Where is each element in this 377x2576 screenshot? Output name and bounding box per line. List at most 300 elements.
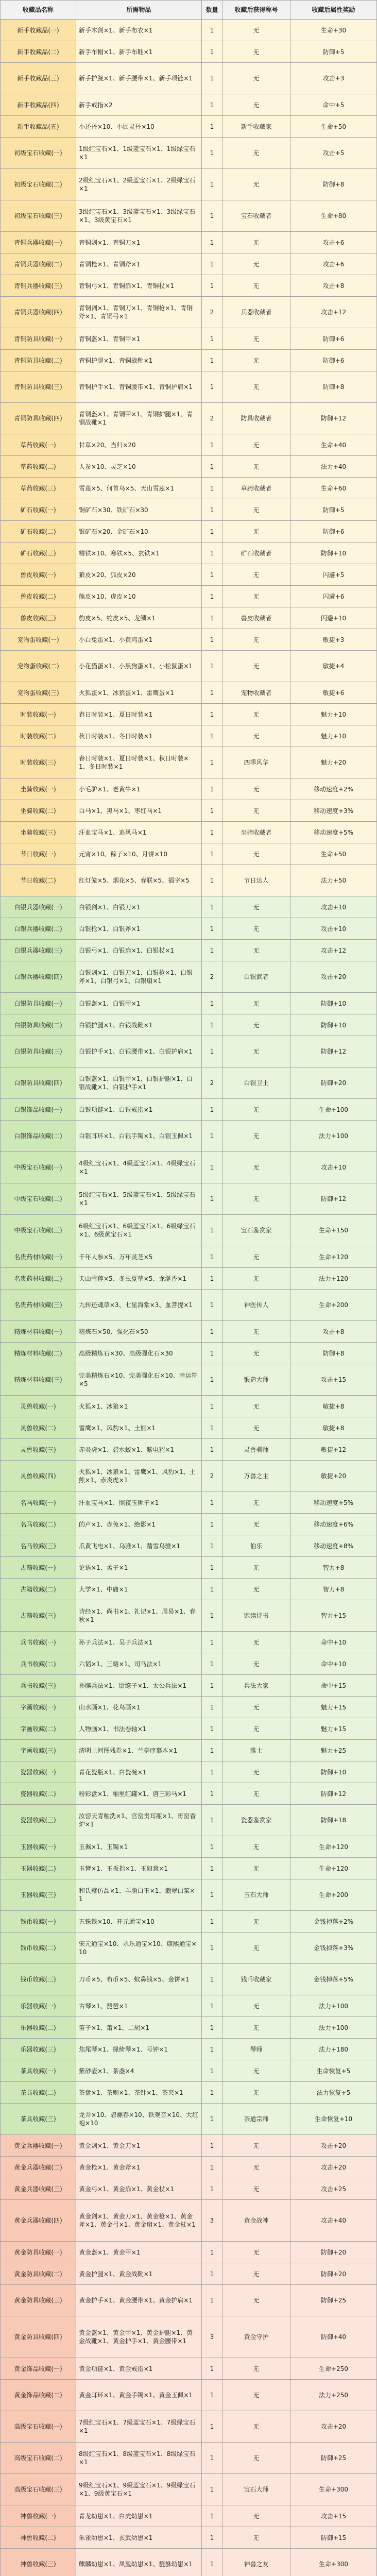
- cell-items: 火狐×1、冰狼×1、雷鹰×1、风豹×1、土熊×1、赤炎虎×1: [76, 1461, 202, 1492]
- cell-reward: 防御+20: [290, 2263, 377, 2285]
- cell-items: 小花猫蛋×1、小黑狗蛋×1、小松鼠蛋×1: [76, 651, 202, 682]
- cell-items: 2级红宝石×1、2级蓝宝石×1、2级绿宝石×1: [76, 169, 202, 200]
- cell-reward: 防御+10: [290, 543, 377, 564]
- cell-reward: 防御+25: [290, 2285, 377, 2316]
- cell-name: 兽皮收藏(三): [1, 607, 76, 629]
- cell-name: 白银兵器收藏(三): [1, 940, 76, 961]
- cell-name: 黄金兵器收藏(四): [1, 2200, 76, 2242]
- cell-title: 防具收藏者: [222, 403, 290, 434]
- cell-name: 黄金兵器收藏(二): [1, 2157, 76, 2178]
- table-row: [1, 2242, 377, 2263]
- cell-reward: 生命+30: [290, 20, 377, 41]
- cell-reward: 闪避+5: [290, 564, 377, 586]
- cell-reward: 攻击+10: [290, 918, 377, 940]
- table-row: [1, 1268, 377, 1290]
- cell-items: 孙子兵法×1、吴子兵法×1: [76, 1632, 202, 1653]
- cell-count: 1: [202, 1995, 222, 2017]
- table-row: [1, 1290, 377, 1321]
- cell-count: 1: [202, 993, 222, 1014]
- table-row: [1, 2285, 377, 2316]
- cell-title: 无: [222, 63, 290, 94]
- cell-name: 黄金饰品收藏(一): [1, 2358, 76, 2380]
- table-row: [1, 1675, 377, 1697]
- table-row: [1, 1396, 377, 1417]
- cell-items: 青铜弓×1、青铜扇×1、青铜杖×1: [76, 275, 202, 297]
- cell-name: 黄金饰品收藏(二): [1, 2380, 76, 2411]
- cell-reward: 移动速度+2%: [290, 778, 377, 800]
- cell-title: 无: [222, 896, 290, 918]
- table-header-row: [1, 1, 377, 20]
- cell-count: 1: [202, 1268, 222, 1290]
- cell-items: 新手布帽×1、新手布鞋×1: [76, 41, 202, 63]
- cell-title: 无: [222, 371, 290, 403]
- cell-name: 神兽收藏(三): [1, 2549, 76, 2576]
- cell-reward: 智力+15: [290, 1600, 377, 1632]
- cell-items: 元宵×10、粽子×10、月饼×10: [76, 843, 202, 865]
- cell-name: 兵书收藏(三): [1, 1675, 76, 1697]
- cell-title: 无: [222, 843, 290, 865]
- cell-reward: 生命+40: [290, 434, 377, 456]
- cell-name: 古籍收藏(二): [1, 1579, 76, 1600]
- cell-name: 黄金兵器收藏(三): [1, 2178, 76, 2200]
- cell-items: 黄金护手×1、黄金腰带×1、黄金护肩×1: [76, 2285, 202, 2316]
- cell-title: 无: [222, 328, 290, 350]
- table-row: [1, 2263, 377, 2285]
- cell-name: 青铜兵器收藏(三): [1, 275, 76, 297]
- cell-title: 无: [222, 499, 290, 521]
- cell-title: 无: [222, 41, 290, 63]
- cell-count: 1: [202, 371, 222, 403]
- cell-items: 青龙幼崽×1、白虎幼崽×1: [76, 2505, 202, 2527]
- cell-count: 1: [202, 2178, 222, 2200]
- cell-reward: 攻击+25: [290, 2178, 377, 2200]
- cell-title: 无: [222, 564, 290, 586]
- cell-items: 爪黄飞电×1、乌骓×1、踏雪乌骓×1: [76, 1535, 202, 1557]
- cell-items: 麒麟幼崽×1、凤凰幼崽×1、貔貅幼崽×1: [76, 2549, 202, 2576]
- table-row: [1, 1653, 377, 1675]
- cell-name: 坐骑收藏(三): [1, 822, 76, 843]
- cell-reward: 魅力+10: [290, 704, 377, 725]
- cell-items: 玉佩×1、玉镯×1: [76, 1836, 202, 1858]
- cell-title: 玉石大师: [222, 1879, 290, 1911]
- cell-title: 无: [222, 1653, 290, 1675]
- cell-reward: 防御+12: [290, 403, 377, 434]
- cell-count: 1: [202, 1183, 222, 1215]
- table-row: [1, 1514, 377, 1535]
- table-row: [1, 1417, 377, 1439]
- cell-reward: 敏捷+12: [290, 1439, 377, 1461]
- cell-title: 无: [222, 2082, 290, 2104]
- cell-count: 1: [202, 1417, 222, 1439]
- cell-count: 1: [202, 2242, 222, 2263]
- cell-name: 名贵药材收藏(三): [1, 1290, 76, 1321]
- table-row: [1, 41, 377, 63]
- cell-count: 1: [202, 1600, 222, 1632]
- cell-name: 草药收藏(一): [1, 434, 76, 456]
- cell-name: 白银防具收藏(四): [1, 1067, 76, 1099]
- cell-title: 灵兽驯师: [222, 1439, 290, 1461]
- table-row: [1, 1740, 377, 1761]
- table-row: [1, 1492, 377, 1514]
- cell-items: 青铜盔×1、青铜甲×1、青铜护腿×1、青铜战靴×1: [76, 403, 202, 434]
- cell-title: 无: [222, 434, 290, 456]
- cell-title: 无: [222, 521, 290, 543]
- cell-title: 无: [222, 2060, 290, 2082]
- cell-name: 玉器收藏(一): [1, 1836, 76, 1858]
- cell-reward: 魅力+20: [290, 747, 377, 778]
- cell-name: 黄金防具收藏(四): [1, 2316, 76, 2358]
- table-row: [1, 371, 377, 403]
- cell-count: 1: [202, 1761, 222, 1783]
- cell-title: 无: [222, 169, 290, 200]
- cell-count: 1: [202, 1099, 222, 1121]
- cell-reward: 攻击+10: [290, 1152, 377, 1183]
- cell-title: 茶道宗师: [222, 2104, 290, 2135]
- cell-name: 乐器收藏(二): [1, 2017, 76, 2039]
- cell-name: 灵兽收藏(四): [1, 1461, 76, 1492]
- table-row: [1, 434, 377, 456]
- cell-items: 雪莲×5、何首乌×5、天山雪莲×1: [76, 478, 202, 499]
- cell-items: 赤炎虎×1、碧水蛟×1、紫电貂×1: [76, 1439, 202, 1461]
- cell-count: 1: [202, 940, 222, 961]
- cell-reward: 攻击+20: [290, 2157, 377, 2178]
- cell-items: 青铜护腿×1、青铜战靴×1: [76, 350, 202, 371]
- cell-items: 白银护腿×1、白银战靴×1: [76, 1014, 202, 1036]
- cell-title: 无: [222, 1492, 290, 1514]
- cell-reward: 防御+12: [290, 1183, 377, 1215]
- table-row: [1, 940, 377, 961]
- cell-title: 无: [222, 778, 290, 800]
- cell-title: 无: [222, 704, 290, 725]
- cell-title: 白银卫士: [222, 1067, 290, 1099]
- cell-reward: 防御+20: [290, 2242, 377, 2263]
- cell-items: 白银剑×1、白银刀×1: [76, 896, 202, 918]
- cell-count: 3: [202, 2200, 222, 2242]
- cell-title: 无: [222, 2135, 290, 2157]
- table-row: [1, 328, 377, 350]
- cell-title: 无: [222, 1417, 290, 1439]
- cell-items: 天山雪莲×5、冬虫夏草×5、龙涎香×1: [76, 1268, 202, 1290]
- cell-items: 白马×1、黑马×1、枣红马×1: [76, 800, 202, 822]
- cell-items: 甘草×20、当归×20: [76, 434, 202, 456]
- cell-reward: 闪避+10: [290, 607, 377, 629]
- cell-count: 1: [202, 1783, 222, 1805]
- cell-reward: 法力+180: [290, 2039, 377, 2060]
- cell-reward: 移动速度+8%: [290, 1535, 377, 1557]
- cell-count: 1: [202, 747, 222, 778]
- cell-title: 无: [222, 20, 290, 41]
- cell-items: 龙井×10、碧螺春×10、铁观音×10、大红袍×10: [76, 2104, 202, 2135]
- table-row: [1, 1995, 377, 2017]
- cell-title: 宝石收藏者: [222, 200, 290, 232]
- cell-count: 1: [202, 1653, 222, 1675]
- cell-items: 9级红宝石×1、9级蓝宝石×1、9级绿宝石×1、9级黄宝石×1: [76, 2474, 202, 2505]
- cell-name: 白银兵器收藏(一): [1, 896, 76, 918]
- cell-items: 朱雀幼崽×1、玄武幼崽×1: [76, 2527, 202, 2549]
- cell-count: 1: [202, 918, 222, 940]
- table-row: [1, 2017, 377, 2039]
- cell-items: 熊皮×10、虎皮×10: [76, 586, 202, 607]
- cell-count: 1: [202, 434, 222, 456]
- table-row: [1, 1121, 377, 1152]
- cell-title: 无: [222, 1697, 290, 1718]
- cell-name: 钱币收藏(一): [1, 1911, 76, 1933]
- cell-count: 1: [202, 499, 222, 521]
- cell-count: 1: [202, 1321, 222, 1343]
- cell-reward: 防御+10: [290, 1761, 377, 1783]
- cell-count: 1: [202, 2060, 222, 2082]
- cell-count: 1: [202, 1014, 222, 1036]
- cell-reward: 生命+80: [290, 200, 377, 232]
- table-row: [1, 629, 377, 651]
- cell-reward: 魅力+10: [290, 725, 377, 747]
- cell-items: 黄金剑×1、黄金刀×1、黄金枪×1、黄金斧×1、黄金弓×1、黄金扇×1、黄金杖×1: [76, 2200, 202, 2242]
- cell-reward: 生命+120: [290, 1858, 377, 1879]
- cell-name: 灵兽收藏(三): [1, 1439, 76, 1461]
- table-row: [1, 1183, 377, 1215]
- cell-name: 钱币收藏(二): [1, 1933, 76, 1964]
- cell-title: 钱币收藏家: [222, 1964, 290, 1995]
- cell-name: 字画收藏(二): [1, 1718, 76, 1740]
- cell-title: 无: [222, 1321, 290, 1343]
- cell-title: 无: [222, 1836, 290, 1858]
- cell-count: 1: [202, 116, 222, 138]
- cell-title: 无: [222, 1099, 290, 1121]
- table-row: [1, 478, 377, 499]
- table-row: [1, 1933, 377, 1964]
- cell-count: 1: [202, 543, 222, 564]
- cell-items: 春日时装×1、夏日时装×1、秋日时装×1、冬日时装×1: [76, 747, 202, 778]
- cell-name: 神兽收藏(一): [1, 2505, 76, 2527]
- cell-count: 1: [202, 843, 222, 865]
- cell-title: 无: [222, 275, 290, 297]
- cell-count: 2: [202, 961, 222, 993]
- cell-name: 青铜防具收藏(三): [1, 371, 76, 403]
- cell-name: 新手收藏品(一): [1, 20, 76, 41]
- table-row: [1, 169, 377, 200]
- cell-reward: 移动速度+6%: [290, 1514, 377, 1535]
- cell-name: 矿石收藏(一): [1, 499, 76, 521]
- cell-items: 青铜护手×1、青铜腰带×1、青铜护肩×1: [76, 371, 202, 403]
- cell-count: 1: [202, 725, 222, 747]
- cell-count: 1: [202, 41, 222, 63]
- cell-title: 无: [222, 1514, 290, 1535]
- cell-name: 字画收藏(一): [1, 1697, 76, 1718]
- cell-name: 玉器收藏(二): [1, 1858, 76, 1879]
- cell-name: 新手收藏品(五): [1, 116, 76, 138]
- header-cell-reward: 收藏后属性奖励: [290, 1, 377, 20]
- header-cell-items: 所需物品: [76, 1, 202, 20]
- table-row: [1, 1535, 377, 1557]
- table-row: [1, 2443, 377, 2474]
- cell-reward: 命中+15: [290, 1675, 377, 1697]
- cell-reward: 生命恢复+10: [290, 2104, 377, 2135]
- cell-count: 1: [202, 275, 222, 297]
- cell-reward: 防御+10: [290, 1014, 377, 1036]
- cell-reward: 金钱掉落+3%: [290, 1933, 377, 1964]
- cell-count: 1: [202, 2017, 222, 2039]
- cell-reward: 移动速度+3%: [290, 800, 377, 822]
- cell-count: 1: [202, 1364, 222, 1396]
- cell-name: 高级宝石收藏(三): [1, 2474, 76, 2505]
- cell-items: 笛子×1、箫×1、二胡×1: [76, 2017, 202, 2039]
- cell-count: 1: [202, 20, 222, 41]
- cell-items: 千年人参×5、万年灵芝×5: [76, 1246, 202, 1268]
- cell-items: 青花瓷瓶×1、白瓷碗×1: [76, 1761, 202, 1783]
- cell-name: 名马收藏(三): [1, 1535, 76, 1557]
- cell-title: 无: [222, 2285, 290, 2316]
- cell-reward: 攻击+8: [290, 1321, 377, 1343]
- cell-name: 初级宝石收藏(一): [1, 138, 76, 169]
- cell-count: 1: [202, 232, 222, 253]
- cell-title: 无: [222, 1036, 290, 1067]
- cell-name: 乐器收藏(三): [1, 2039, 76, 2060]
- cell-reward: 攻击+12: [290, 940, 377, 961]
- cell-name: 精炼材料收藏(二): [1, 1343, 76, 1364]
- table-row: [1, 1067, 377, 1099]
- table-row: [1, 2060, 377, 2082]
- cell-reward: 魅力+15: [290, 1718, 377, 1740]
- cell-reward: 攻击+10: [290, 896, 377, 918]
- table-row: [1, 747, 377, 778]
- cell-count: 1: [202, 800, 222, 822]
- cell-items: 秋日时装×1、冬日时装×1: [76, 725, 202, 747]
- cell-reward: 防御+12: [290, 1036, 377, 1067]
- table-row: [1, 499, 377, 521]
- cell-title: 无: [222, 918, 290, 940]
- cell-reward: 智力+8: [290, 1579, 377, 1600]
- cell-title: 兽皮收藏者: [222, 607, 290, 629]
- cell-reward: 敏捷+3: [290, 629, 377, 651]
- cell-title: 无: [222, 1557, 290, 1579]
- cell-name: 青铜兵器收藏(四): [1, 297, 76, 328]
- cell-items: 和氏璧仿品×1、羊脂白玉×1、翡翠白菜×1: [76, 1879, 202, 1911]
- cell-reward: 攻击+20: [290, 2411, 377, 2443]
- cell-count: 1: [202, 1557, 222, 1579]
- cell-title: 神医传人: [222, 1290, 290, 1321]
- cell-name: 节日收藏(二): [1, 865, 76, 896]
- cell-reward: 生命+120: [290, 1836, 377, 1858]
- cell-title: 四季风华: [222, 747, 290, 778]
- cell-count: 1: [202, 1514, 222, 1535]
- cell-items: 红灯笼×5、烟花×5、春联×5、福字×5: [76, 865, 202, 896]
- cell-items: 高级精炼石×30、高级强化石×30: [76, 1343, 202, 1364]
- cell-count: 1: [202, 1152, 222, 1183]
- cell-reward: 法力+100: [290, 1121, 377, 1152]
- cell-reward: 生命+50: [290, 843, 377, 865]
- cell-items: 1级红宝石×1、1级蓝宝石×1、1级绿宝石×1: [76, 138, 202, 169]
- cell-items: 黄金耳环×1、黄金手镯×1、黄金玉佩×1: [76, 2380, 202, 2411]
- cell-title: 坐骑收藏者: [222, 822, 290, 843]
- cell-count: 1: [202, 2474, 222, 2505]
- cell-items: 人参×10、灵芝×10: [76, 456, 202, 478]
- cell-count: 1: [202, 1036, 222, 1067]
- table-row: [1, 2157, 377, 2178]
- cell-items: 火狐×1、冰狼×1: [76, 1396, 202, 1417]
- table-row: [1, 1246, 377, 1268]
- table-row: [1, 704, 377, 725]
- table-row: [1, 1761, 377, 1783]
- cell-name: 兽皮收藏(一): [1, 564, 76, 586]
- cell-count: 2: [202, 297, 222, 328]
- header-cell-count: 数量: [202, 1, 222, 20]
- cell-items: 清明上河图残卷×1、兰亭序摹本×1: [76, 1740, 202, 1761]
- cell-reward: 生命+250: [290, 2358, 377, 2380]
- cell-items: 白银耳环×1、白银手镯×1、白银玉佩×1: [76, 1121, 202, 1152]
- cell-name: 名贵药材收藏(二): [1, 1268, 76, 1290]
- cell-reward: 生命+120: [290, 1246, 377, 1268]
- cell-title: 无: [222, 2263, 290, 2285]
- cell-count: 1: [202, 2358, 222, 2380]
- cell-count: 2: [202, 403, 222, 434]
- table-row: [1, 800, 377, 822]
- cell-items: 紫砂壶×1、茶盏×4: [76, 2060, 202, 2082]
- cell-title: 雅士: [222, 1740, 290, 1761]
- table-row: [1, 1879, 377, 1911]
- cell-items: 山水画×1、花鸟画×1: [76, 1697, 202, 1718]
- cell-name: 精炼材料收藏(一): [1, 1321, 76, 1343]
- cell-items: 汗血宝马×1、追风马×1: [76, 822, 202, 843]
- cell-count: 1: [202, 1290, 222, 1321]
- cell-count: 1: [202, 1740, 222, 1761]
- cell-items: 焦尾琴×1、绿绮琴×1、号钟×1: [76, 2039, 202, 2060]
- cell-name: 瓷器收藏(二): [1, 1783, 76, 1805]
- cell-items: 小毛驴×1、老黄牛×1: [76, 778, 202, 800]
- cell-name: 白银兵器收藏(二): [1, 918, 76, 940]
- cell-count: 1: [202, 586, 222, 607]
- cell-title: 无: [222, 629, 290, 651]
- cell-name: 兵书收藏(一): [1, 1632, 76, 1653]
- cell-items: 玉簪×1、玉扳指×1、玉如意×1: [76, 1858, 202, 1879]
- cell-count: 1: [202, 2157, 222, 2178]
- cell-count: 1: [202, 63, 222, 94]
- cell-name: 中级宝石收藏(一): [1, 1152, 76, 1183]
- cell-count: 1: [202, 1933, 222, 1964]
- table-row: [1, 543, 377, 564]
- cell-items: 白银护手×1、白银腰带×1、白银护肩×1: [76, 1036, 202, 1067]
- cell-count: 1: [202, 2411, 222, 2443]
- cell-reward: 命中+10: [290, 1632, 377, 1653]
- table-row: [1, 1461, 377, 1492]
- cell-reward: 防御+6: [290, 350, 377, 371]
- cell-count: 1: [202, 1632, 222, 1653]
- cell-items: 青铜剑×1、青铜刀×1、青铜枪×1、青铜斧×1、青铜弓×1: [76, 297, 202, 328]
- cell-reward: 防御+25: [290, 2443, 377, 2474]
- cell-reward: 攻击+6: [290, 253, 377, 275]
- cell-name: 矿石收藏(二): [1, 521, 76, 543]
- cell-count: 1: [202, 822, 222, 843]
- cell-title: 无: [222, 2380, 290, 2411]
- table-row: [1, 896, 377, 918]
- cell-count: 1: [202, 1579, 222, 1600]
- cell-name: 名贵药材收藏(一): [1, 1246, 76, 1268]
- cell-items: 狼皮×20、狐皮×20: [76, 564, 202, 586]
- cell-name: 节日收藏(一): [1, 843, 76, 865]
- cell-reward: 魅力+15: [290, 1697, 377, 1718]
- cell-count: 1: [202, 1805, 222, 1836]
- cell-items: 黄金盔×1、黄金甲×1: [76, 2242, 202, 2263]
- cell-count: 1: [202, 1879, 222, 1911]
- cell-items: 青铜盔×1、青铜甲×1: [76, 328, 202, 350]
- cell-title: 兵法大家: [222, 1675, 290, 1697]
- table-row: [1, 1964, 377, 1995]
- cell-name: 瓷器收藏(三): [1, 1805, 76, 1836]
- table-row: [1, 275, 377, 297]
- cell-title: 白银武者: [222, 961, 290, 993]
- cell-count: 1: [202, 1697, 222, 1718]
- cell-reward: 敏捷+8: [290, 1417, 377, 1439]
- cell-items: 豹皮×5、蛇皮×5、龙鳞×1: [76, 607, 202, 629]
